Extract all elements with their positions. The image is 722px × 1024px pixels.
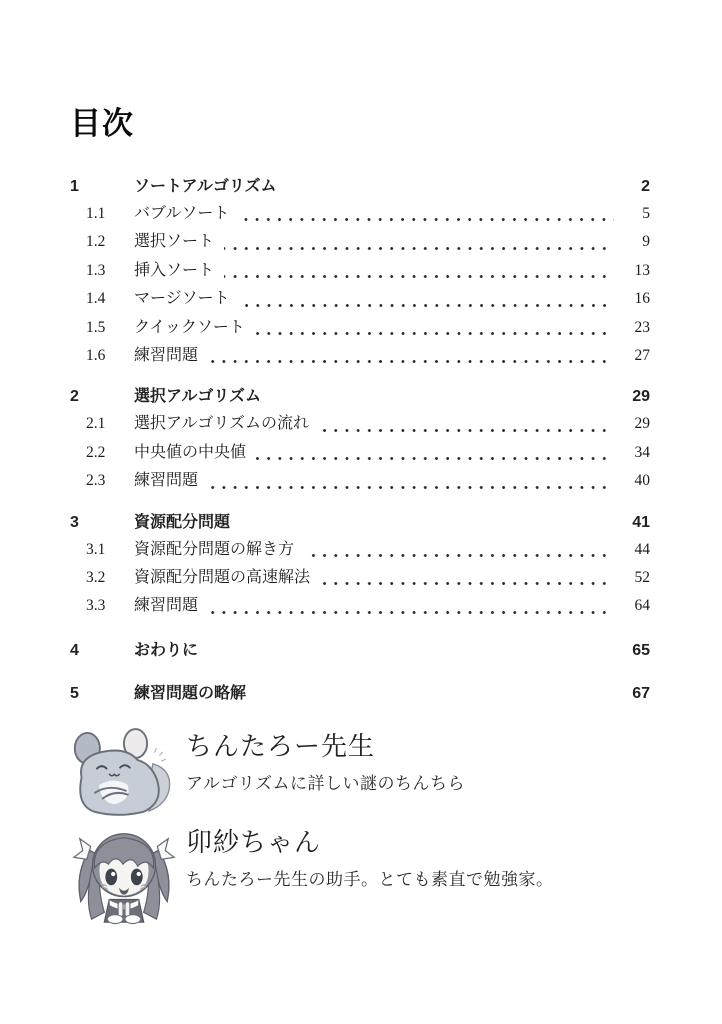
toc-chapter-2[interactable] xyxy=(70,383,650,410)
dot-leader xyxy=(239,218,614,222)
toc-section-1-2[interactable] xyxy=(70,228,650,256)
section-title: 資源配分問題の高速解法 xyxy=(134,569,311,587)
chapter-number: 1 xyxy=(70,178,79,195)
toc-section-2-3[interactable] xyxy=(70,467,650,495)
section-title: 練習問題 xyxy=(134,597,199,615)
dot-leader xyxy=(224,275,614,279)
chapter-page-number: 2 xyxy=(641,178,650,195)
dot-leader xyxy=(320,582,614,586)
section-page-number: 52 xyxy=(634,569,650,587)
character-text xyxy=(186,725,465,794)
section-number: 3.1 xyxy=(86,540,106,558)
dot-leader xyxy=(224,247,614,251)
dot-leader xyxy=(319,429,614,433)
section-page-number: 29 xyxy=(634,415,650,433)
chapter-title: おわりに xyxy=(134,641,199,659)
dot-leader xyxy=(208,360,614,364)
toc-section-2-1[interactable] xyxy=(70,410,650,438)
section-page-number: 13 xyxy=(634,261,650,279)
section-number: 1.2 xyxy=(86,233,106,251)
page-title: 目次 xyxy=(70,106,134,141)
toc-section-1-1[interactable] xyxy=(70,200,650,228)
section-page-number: 23 xyxy=(634,318,650,336)
character-introductions xyxy=(70,725,660,929)
section-number: 2.1 xyxy=(86,415,106,433)
chapter-title: ソートアルゴリズム xyxy=(134,178,277,195)
section-title: 挿入ソート xyxy=(134,261,215,279)
section-title: 練習問題 xyxy=(134,347,199,365)
character-description: アルゴリズムに詳しい謎のちんちら xyxy=(186,773,465,793)
character-name: 卯紗ちゃん xyxy=(186,827,322,857)
chapter-number: 4 xyxy=(70,641,79,659)
section-number: 2.2 xyxy=(86,443,106,461)
toc-section-3-2[interactable] xyxy=(70,564,650,592)
toc-chapter-1[interactable] xyxy=(70,173,650,200)
section-title: 練習問題 xyxy=(134,472,199,490)
toc-chapter-3[interactable] xyxy=(70,509,650,536)
section-page-number: 5 xyxy=(642,205,650,222)
character-card-sensei xyxy=(70,725,660,817)
section-number: 2.3 xyxy=(86,472,106,490)
chapter-page-number: 29 xyxy=(632,388,650,406)
toc-section-1-3[interactable] xyxy=(70,257,650,285)
chapter-page-number: 67 xyxy=(632,684,650,702)
section-page-number: 40 xyxy=(634,472,650,490)
dot-leader xyxy=(240,304,614,308)
dot-leader xyxy=(208,611,614,615)
section-page-number: 44 xyxy=(634,540,650,558)
section-number: 3.3 xyxy=(86,597,106,615)
section-title: マージソート xyxy=(134,290,230,308)
dot-leader xyxy=(304,554,614,558)
chapter-title: 選択アルゴリズム xyxy=(134,388,262,406)
toc-section-1-5[interactable] xyxy=(70,314,650,342)
section-number: 1.3 xyxy=(86,261,106,279)
chapter-number: 5 xyxy=(70,684,79,702)
section-page-number: 34 xyxy=(634,443,650,461)
character-description: ちんたろー先生の助手。とても素直で勉強家。 xyxy=(186,869,554,889)
section-number: 1.5 xyxy=(86,318,106,336)
dot-leader xyxy=(255,332,614,336)
character-card-usa-chan xyxy=(70,821,660,929)
section-title: 選択ソート xyxy=(134,233,215,251)
section-title: 中央値の中央値 xyxy=(134,443,247,461)
character-text xyxy=(186,821,554,890)
section-page-number: 9 xyxy=(642,233,650,251)
anime-girl-illustration xyxy=(70,821,178,929)
toc-section-3-3[interactable] xyxy=(70,592,650,620)
character-name: ちんたろー先生 xyxy=(186,731,376,761)
section-title: 資源配分問題の解き方 xyxy=(134,540,295,558)
toc-section-2-2[interactable] xyxy=(70,439,650,467)
section-title: クイックソート xyxy=(134,318,245,336)
table-of-contents xyxy=(70,173,650,707)
toc-section-1-4[interactable] xyxy=(70,285,650,313)
chapter-number: 2 xyxy=(70,388,79,406)
section-title: バブルソート xyxy=(134,205,230,222)
section-page-number: 64 xyxy=(634,597,650,615)
section-number: 1.1 xyxy=(86,205,106,222)
chinchilla-illustration xyxy=(70,725,178,817)
chapter-title: 練習問題の略解 xyxy=(134,684,247,702)
dot-leader xyxy=(208,486,614,490)
section-title: 選択アルゴリズムの流れ xyxy=(134,415,310,433)
section-number: 1.6 xyxy=(86,347,106,365)
section-number: 3.2 xyxy=(86,569,106,587)
toc-section-1-6[interactable] xyxy=(70,342,650,370)
chapter-page-number: 65 xyxy=(632,641,650,659)
section-number: 1.4 xyxy=(86,290,106,308)
dot-leader xyxy=(256,457,614,461)
section-page-number: 16 xyxy=(634,290,650,308)
chapter-title: 資源配分問題 xyxy=(134,513,231,531)
toc-chapter-5[interactable] xyxy=(70,680,650,707)
chapter-number: 3 xyxy=(70,513,79,531)
toc-chapter-4[interactable] xyxy=(70,637,650,664)
section-page-number: 27 xyxy=(634,347,650,365)
chapter-page-number: 41 xyxy=(632,513,650,531)
toc-section-3-1[interactable] xyxy=(70,536,650,564)
